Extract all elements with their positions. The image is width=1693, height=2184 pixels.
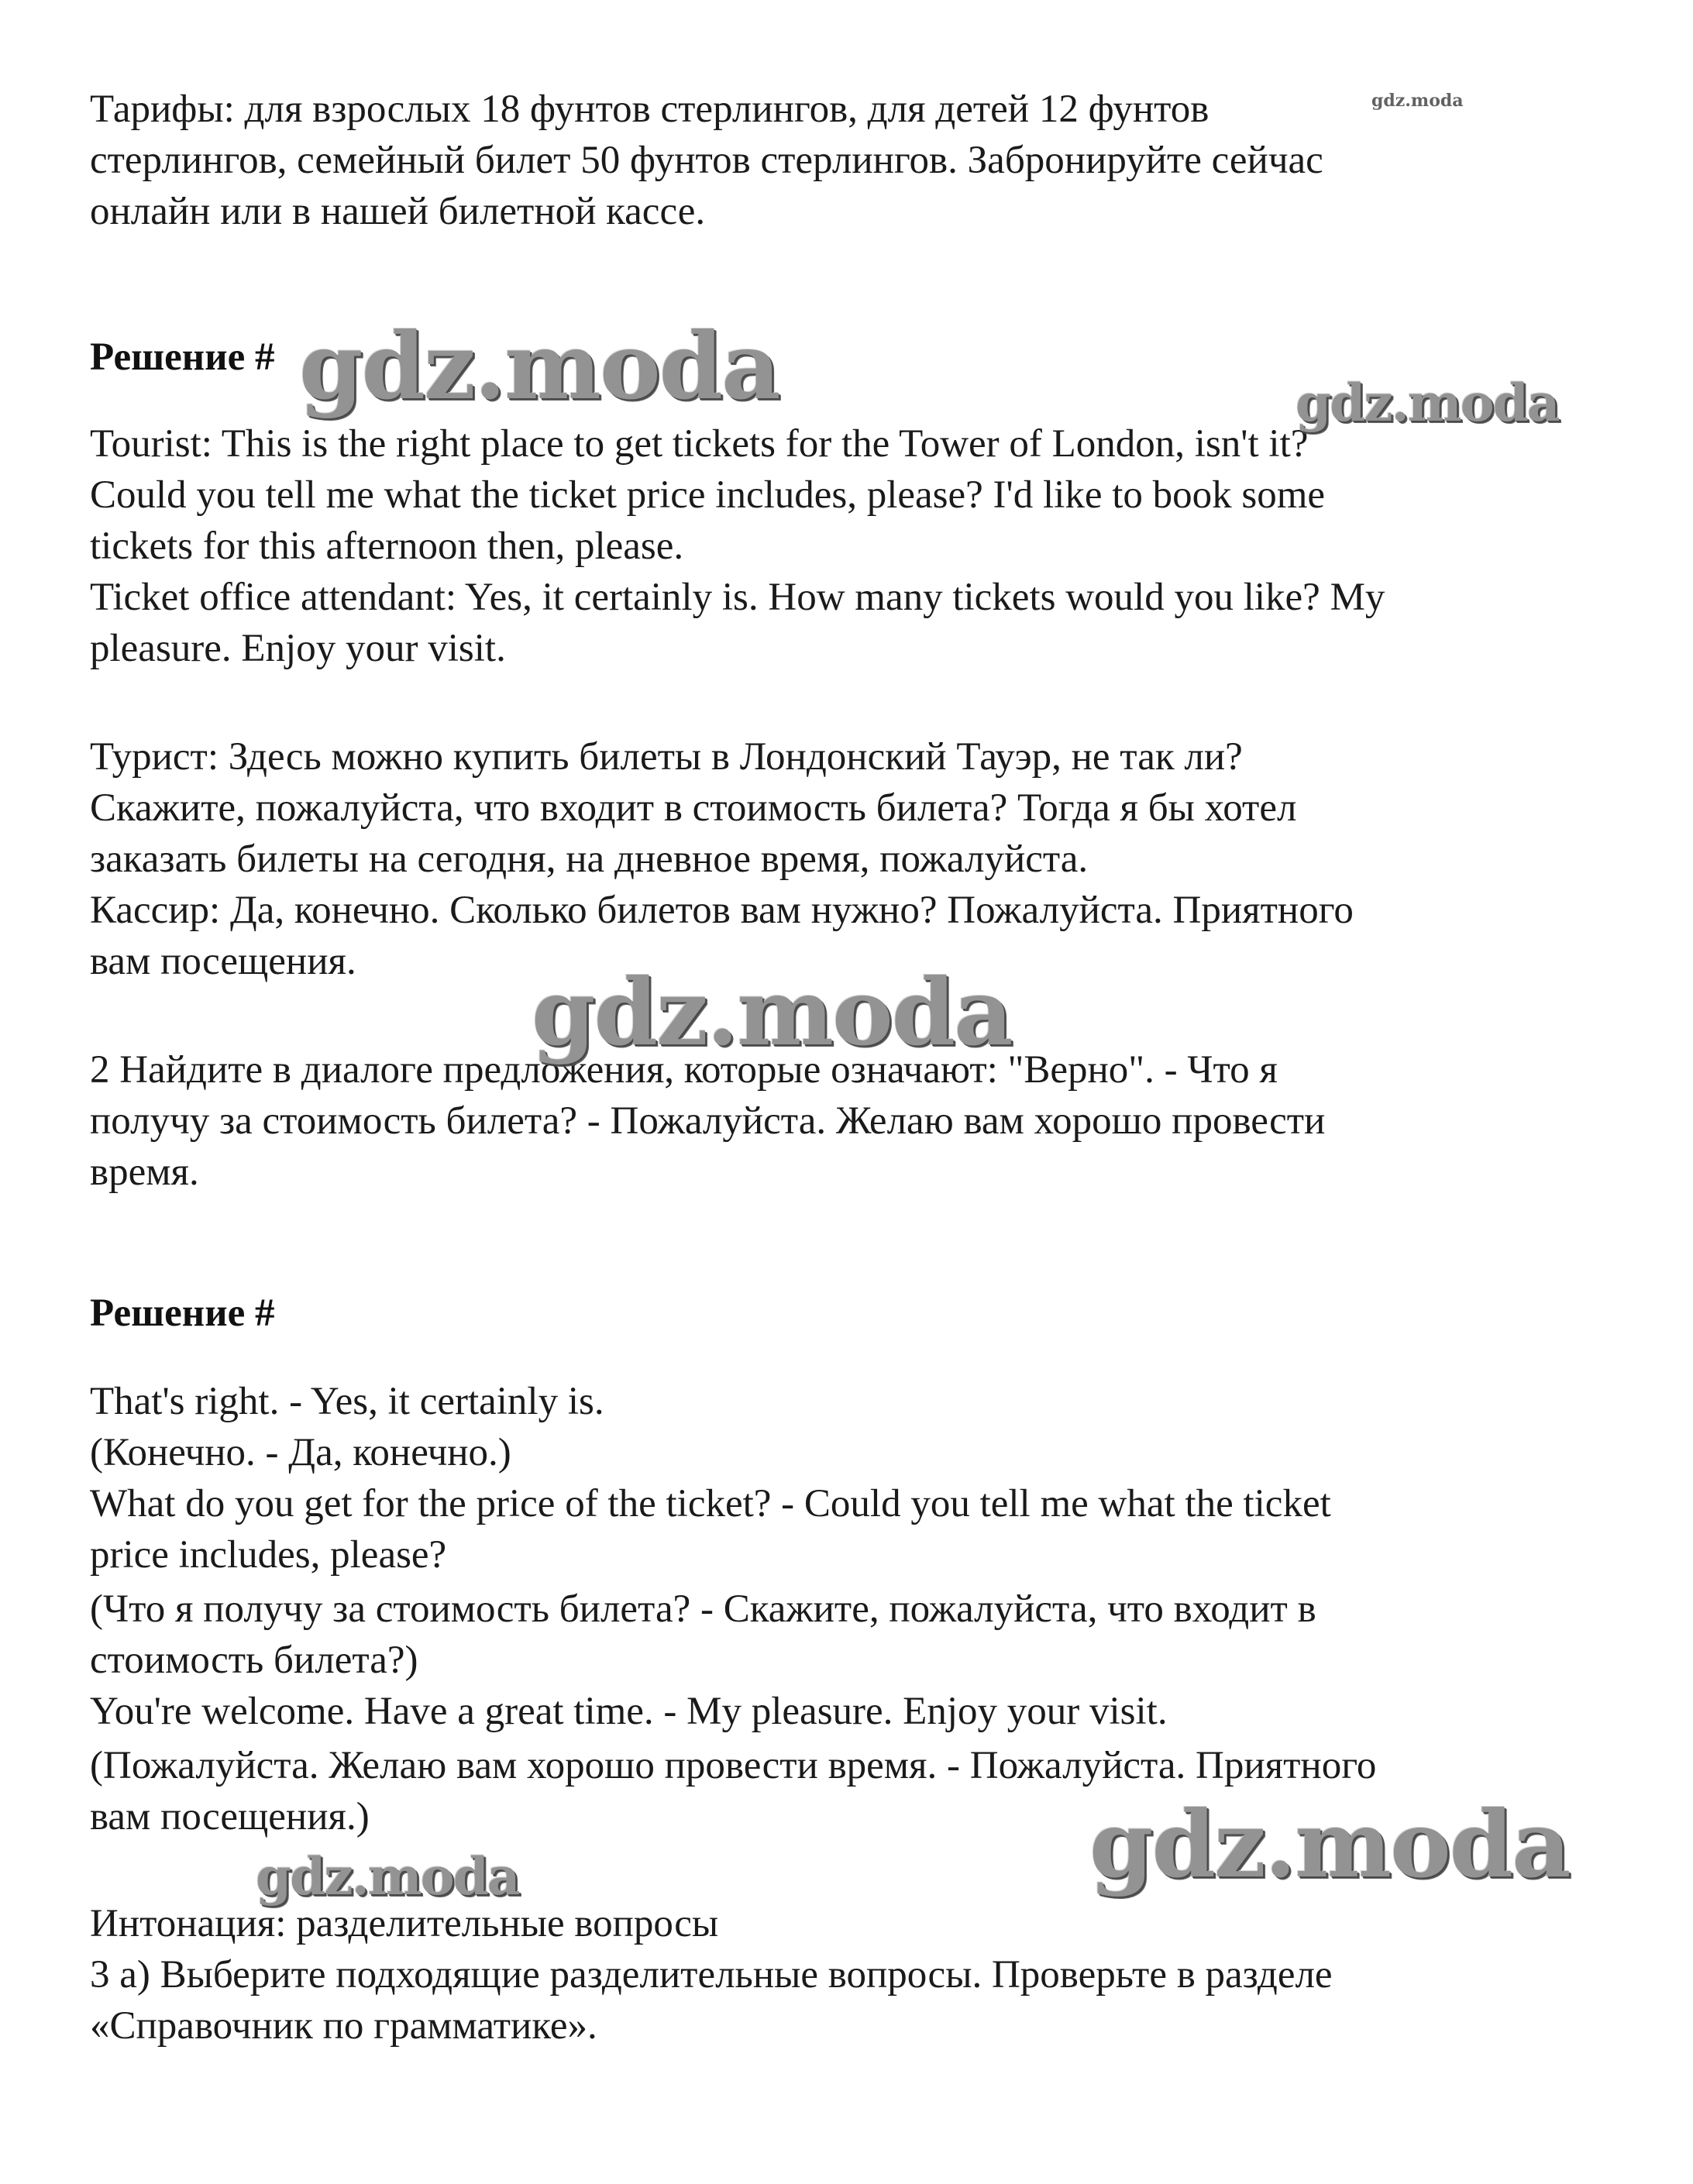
solution1-ru-line-5: вам посещения. xyxy=(90,940,356,983)
watermark-logo-large-bottom: gdz.moda xyxy=(1089,1790,1570,1898)
solution2-line-3: What do you get for the price of the ticket? - Could you tell me what the ticket xyxy=(90,1482,1331,1525)
watermark-logo-tiny: gdz.moda xyxy=(1371,91,1464,111)
solution1-en-line-3: tickets for this afternoon then, please. xyxy=(90,525,684,568)
intro-line-2: стерлингов, семейный билет 50 фунтов стерлингов. Забронируйте сейчас xyxy=(90,139,1323,182)
solution-heading-2: Решение # xyxy=(90,1291,275,1335)
solution2-line-9: вам посещения.) xyxy=(90,1795,370,1838)
solution2-line-7: You're welcome. Have a great time. - My pleasure. Enjoy your visit. xyxy=(90,1690,1168,1733)
solution1-ru-line-4: Кассир: Да, конечно. Сколько билетов вам нужно? Пожалуйста. Приятного xyxy=(90,889,1354,932)
solution2-line-6: стоимость билета?) xyxy=(90,1639,418,1682)
solution2-line-1: That's right. - Yes, it certainly is. xyxy=(90,1380,604,1423)
watermark-logo-medium-right: gdz.moda xyxy=(1296,373,1559,433)
solution2-line-2: (Конечно. - Да, конечно.) xyxy=(90,1431,511,1474)
solution1-ru-line-1: Турист: Здесь можно купить билеты в Лондонский Тауэр, не так ли? xyxy=(90,735,1243,779)
solution1-en-line-1: Tourist: This is the right place to get tickets for the Tower of London, isn't it? xyxy=(90,422,1309,466)
solution1-en-line-5: pleasure. Enjoy your visit. xyxy=(90,627,506,670)
task2-line-3: время. xyxy=(90,1150,199,1194)
section3-line-3: «Справочник по грамматике». xyxy=(90,2004,597,2048)
solution-heading-1: Решение # xyxy=(90,335,275,379)
watermark-logo-large-top: gdz.moda xyxy=(299,312,779,420)
intro-line-3: онлайн или в нашей билетной кассе. xyxy=(90,190,706,233)
solution2-line-5: (Что я получу за стоимость билета? - Скажите, пожалуйста, что входит в xyxy=(90,1587,1316,1631)
intro-line-1: Тарифы: для взрослых 18 фунтов стерлингов, для детей 12 фунтов xyxy=(90,88,1210,131)
section3-line-2: 3 a) Выберите подходящие разделительные вопросы. Проверьте в разделе xyxy=(90,1953,1333,1997)
solution1-ru-line-2: Скажите, пожалуйста, что входит в стоимость билета? Тогда я бы хотел xyxy=(90,786,1297,830)
solution1-en-line-2: Could you tell me what the ticket price includes, please? I'd like to book some xyxy=(90,473,1326,517)
section3-line-1: Интонация: разделительные вопросы xyxy=(90,1902,719,1945)
watermark-logo-large-middle: gdz.moda xyxy=(532,958,1012,1066)
watermark-logo-medium-left: gdz.moda xyxy=(256,1846,519,1907)
solution1-ru-line-3: заказать билеты на сегодня, на дневное время, пожалуйста. xyxy=(90,837,1089,881)
solution1-en-line-4: Ticket office attendant: Yes, it certainly is. How many tickets would you like? My xyxy=(90,576,1385,619)
task2-line-2: получу за стоимость билета? - Пожалуйста. Желаю вам хорошо провести xyxy=(90,1099,1326,1143)
solution2-line-4: price includes, please? xyxy=(90,1533,447,1577)
task2-line-1: 2 Найдите в диалоге предложения, которые означают: "Верно". - Что я xyxy=(90,1048,1278,1092)
solution2-line-8: (Пожалуйста. Желаю вам хорошо провести время. - Пожалуйста. Приятного xyxy=(90,1744,1377,1787)
